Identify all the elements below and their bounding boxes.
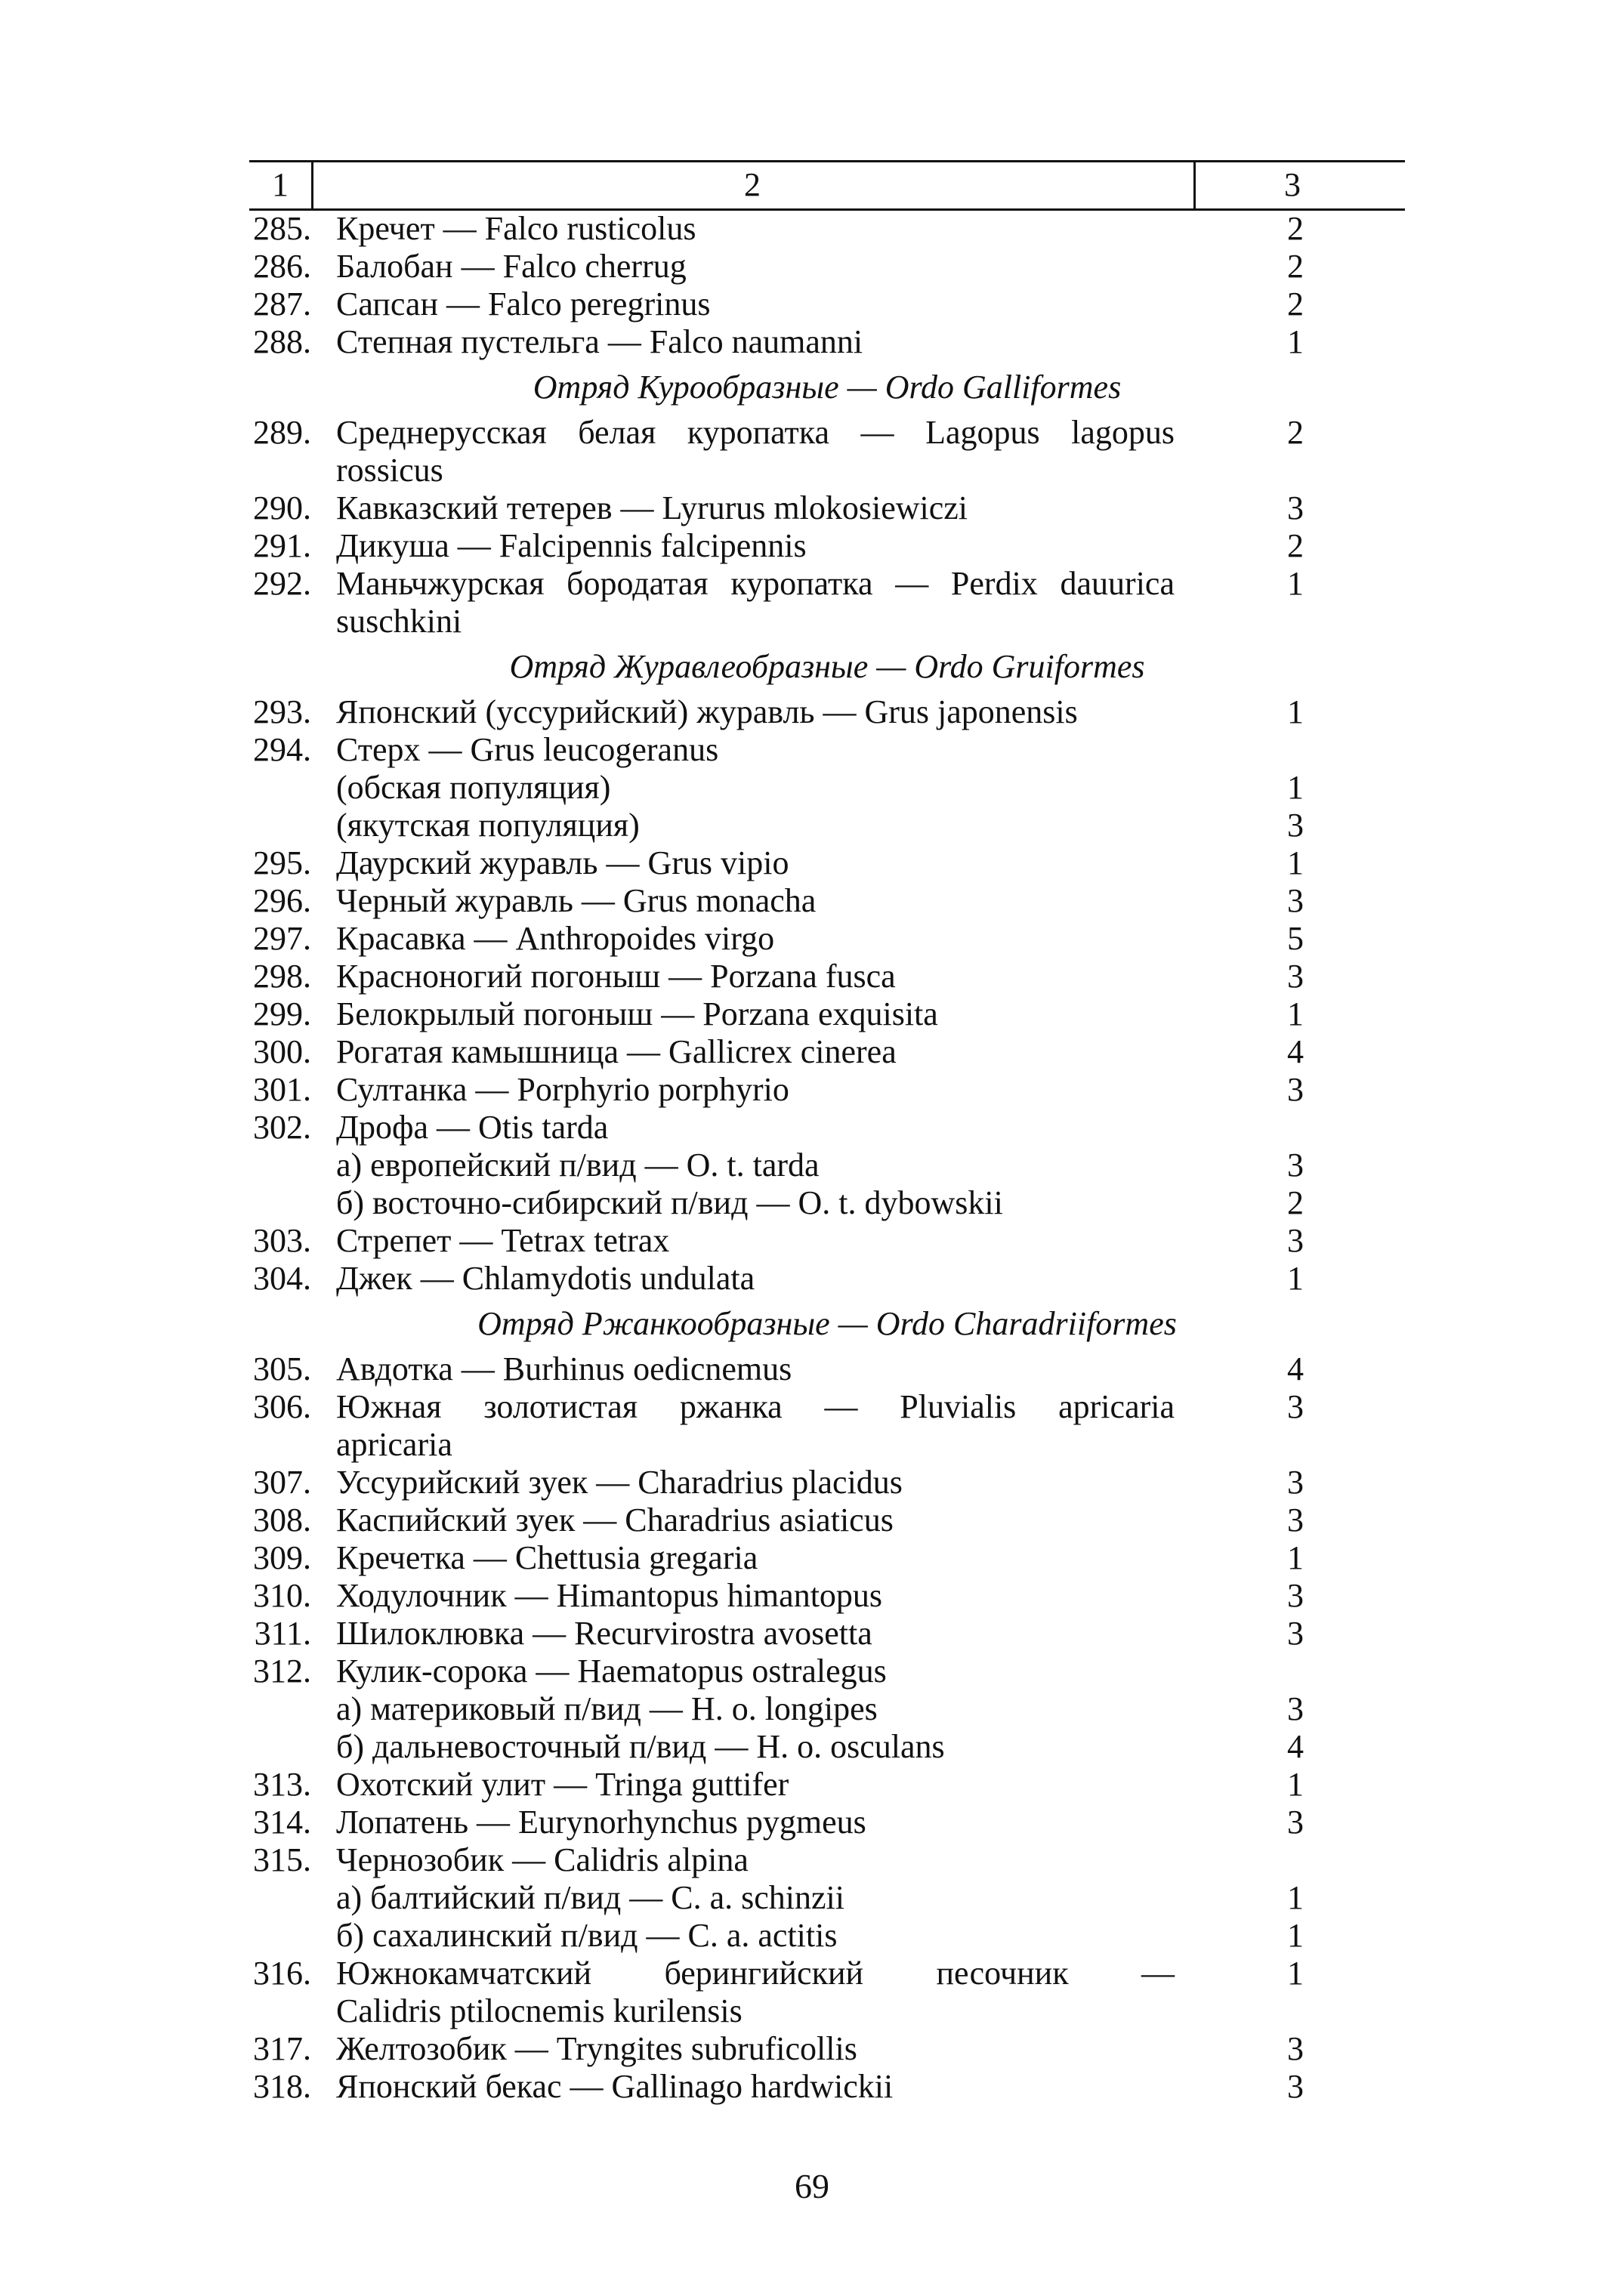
entry-number: 296. <box>253 882 311 919</box>
entry-number: 317. <box>253 2030 311 2067</box>
entry-number: 293. <box>253 693 311 730</box>
entry-number: 311. <box>254 1615 311 1652</box>
entry-text: suschkini <box>336 603 462 640</box>
protection-category: 2 <box>1287 1184 1304 1221</box>
order-heading: Отряд Ржанкообразные — Ordo Charadriiformes <box>477 1305 1177 1342</box>
entry-text: Стрепет — Tetrax tetrax <box>336 1222 670 1259</box>
table-top-rule <box>249 160 1405 162</box>
protection-category: 3 <box>1287 489 1304 526</box>
entry-text: Японский бекас — Gallinago hardwickii <box>336 2068 894 2105</box>
entry-text: Султанка — Porphyrio porphyrio <box>336 1071 789 1108</box>
column-divider-2 <box>1193 160 1196 210</box>
protection-category: 3 <box>1287 882 1304 919</box>
entry-number: 318. <box>253 2068 311 2105</box>
protection-category: 3 <box>1287 1577 1304 1614</box>
entry-text: Кавказский тетерев — Lyrurus mlokosiewiczi <box>336 489 968 526</box>
entry-number: 304. <box>253 1260 311 1297</box>
protection-category: 3 <box>1287 1464 1304 1501</box>
entry-text: Стерх — Grus leucogeranus <box>336 731 719 768</box>
entry-text: Джек — Chlamydotis undulata <box>336 1260 755 1297</box>
entry-number: 305. <box>253 1350 311 1387</box>
column-divider-1 <box>311 160 313 210</box>
protection-category: 3 <box>1287 1804 1304 1841</box>
order-heading: Отряд Курообразные — Ordo Galliformes <box>533 369 1122 406</box>
entry-text: Рогатая камышница — Gallicrex cinerea <box>336 1033 897 1070</box>
protection-category: 3 <box>1287 1146 1304 1183</box>
entry-text: Маньчжурская бородатая куропатка — Perdix dauurica <box>336 565 1175 602</box>
entry-number: 309. <box>253 1539 311 1576</box>
protection-category: 2 <box>1287 248 1304 285</box>
entry-text: а) материковый п/вид — H. o. longipes <box>336 1690 878 1727</box>
protection-category: 3 <box>1287 807 1304 844</box>
entry-text: (якутская популяция) <box>336 807 640 844</box>
protection-category: 1 <box>1287 1917 1304 1954</box>
protection-category: 3 <box>1287 1222 1304 1259</box>
entry-text: Охотский улит — Tringa guttifer <box>336 1766 789 1803</box>
entry-number: 294. <box>253 731 311 768</box>
entry-number: 300. <box>253 1033 311 1070</box>
entry-number: 298. <box>253 958 311 995</box>
protection-category: 5 <box>1287 920 1304 957</box>
protection-category: 2 <box>1287 527 1304 564</box>
entry-text: Уссурийский зуек — Charadrius placidus <box>336 1464 903 1501</box>
entry-number: 290. <box>253 489 311 526</box>
protection-category: 4 <box>1287 1350 1304 1387</box>
protection-category: 1 <box>1287 1879 1304 1916</box>
entry-number: 315. <box>253 1841 311 1878</box>
entry-text: Желтозобик — Tryngites subruficollis <box>336 2030 857 2067</box>
entry-number: 302. <box>253 1109 311 1146</box>
entry-number: 287. <box>253 285 311 322</box>
protection-category: 3 <box>1287 1071 1304 1108</box>
protection-category: 1 <box>1287 693 1304 730</box>
entry-text: Кулик-сорока — Haematopus ostralegus <box>336 1653 887 1690</box>
entry-text: Calidris ptilocnemis kurilensis <box>336 1992 743 2029</box>
entry-number: 307. <box>253 1464 311 1501</box>
protection-category: 1 <box>1287 995 1304 1032</box>
entry-text: Кречет — Falco rusticolus <box>336 210 696 247</box>
entry-text: (обская популяция) <box>336 769 611 806</box>
entry-text: Японский (уссурийский) журавль — Grus japonensis <box>336 693 1078 730</box>
entry-text: а) европейский п/вид — O. t. tarda <box>336 1146 820 1183</box>
entry-number: 292. <box>253 565 311 602</box>
page-number: 69 <box>795 2167 829 2205</box>
entry-text: Черный журавль — Grus monacha <box>336 882 817 919</box>
protection-category: 1 <box>1287 1260 1304 1297</box>
protection-category: 1 <box>1287 1766 1304 1803</box>
entry-text: б) дальневосточный п/вид — H. o. osculans <box>336 1728 945 1765</box>
column-header-2: 2 <box>744 166 761 203</box>
entry-text: Сапсан — Falco peregrinus <box>336 285 711 322</box>
entry-text: rossicus <box>336 452 443 489</box>
entry-text: Белокрылый погоныш — Porzana exquisita <box>336 995 938 1032</box>
entry-text: Красноногий погоныш — Porzana fusca <box>336 958 896 995</box>
entry-text: Шилоклювка — Recurvirostra avosetta <box>336 1615 872 1652</box>
entry-text: Авдотка — Burhinus oedicnemus <box>336 1350 792 1387</box>
protection-category: 4 <box>1287 1728 1304 1765</box>
entry-text: Красавка — Anthropoides virgo <box>336 920 775 957</box>
entry-text: Кречетка — Chettusia gregaria <box>336 1539 758 1576</box>
entry-number: 308. <box>253 1501 311 1538</box>
entry-number: 310. <box>253 1577 311 1614</box>
protection-category: 4 <box>1287 1033 1304 1070</box>
entry-number: 285. <box>253 210 311 247</box>
entry-text: Среднерусская белая куропатка — Lagopus lagopus <box>336 414 1175 451</box>
entry-text: Даурский журавль — Grus vipio <box>336 844 789 881</box>
entry-number: 295. <box>253 844 311 881</box>
protection-category: 1 <box>1287 323 1304 360</box>
entry-number: 288. <box>253 323 311 360</box>
protection-category: 3 <box>1287 1690 1304 1727</box>
protection-category: 2 <box>1287 210 1304 247</box>
entry-text: б) восточно-сибирский п/вид — O. t. dybowskii <box>336 1184 1003 1221</box>
entry-number: 303. <box>253 1222 311 1259</box>
entry-text: Дрофа — Otis tarda <box>336 1109 609 1146</box>
entry-text: Каспийский зуек — Charadrius asiaticus <box>336 1501 894 1538</box>
protection-category: 3 <box>1287 2030 1304 2067</box>
protection-category: 1 <box>1287 1955 1304 1992</box>
entry-number: 313. <box>253 1766 311 1803</box>
entry-number: 289. <box>253 414 311 451</box>
protection-category: 1 <box>1287 1539 1304 1576</box>
protection-category: 3 <box>1287 1615 1304 1652</box>
entry-text: Чернозобик — Calidris alpina <box>336 1841 749 1878</box>
entry-number: 297. <box>253 920 311 957</box>
entry-text: apricaria <box>336 1426 452 1463</box>
protection-category: 2 <box>1287 414 1304 451</box>
entry-text: Южнокамчатский берингийский песочник — <box>336 1955 1175 1992</box>
order-heading: Отряд Журавлеобразные — Ordo Gruiformes <box>509 648 1145 685</box>
entry-text: Лопатень — Eurynorhynchus pygmeus <box>336 1804 866 1841</box>
entry-number: 299. <box>253 995 311 1032</box>
column-header-1: 1 <box>272 166 289 203</box>
entry-number: 314. <box>253 1804 311 1841</box>
entry-number: 312. <box>253 1653 311 1690</box>
entry-text: Ходулочник — Himantopus himantopus <box>336 1577 883 1614</box>
entry-text: Балобан — Falco cherrug <box>336 248 687 285</box>
protection-category: 1 <box>1287 769 1304 806</box>
protection-category: 1 <box>1287 565 1304 602</box>
entry-number: 306. <box>253 1388 311 1425</box>
entry-text: а) балтийский п/вид — C. a. schinzii <box>336 1879 844 1916</box>
column-header-3: 3 <box>1284 166 1301 203</box>
entry-text: Южная золотистая ржанка — Pluvialis apricaria <box>336 1388 1175 1425</box>
entry-number: 286. <box>253 248 311 285</box>
entry-number: 301. <box>253 1071 311 1108</box>
protection-category: 3 <box>1287 1388 1304 1425</box>
protection-category: 3 <box>1287 1501 1304 1538</box>
protection-category: 2 <box>1287 285 1304 322</box>
entry-number: 291. <box>253 527 311 564</box>
protection-category: 3 <box>1287 958 1304 995</box>
entry-number: 316. <box>253 1955 311 1992</box>
entry-text: б) сахалинский п/вид — C. a. actitis <box>336 1917 838 1954</box>
protection-category: 1 <box>1287 844 1304 881</box>
entry-text: Дикуша — Falcipennis falcipennis <box>336 527 807 564</box>
entry-text: Степная пустельга — Falco naumanni <box>336 323 863 360</box>
protection-category: 3 <box>1287 2068 1304 2105</box>
